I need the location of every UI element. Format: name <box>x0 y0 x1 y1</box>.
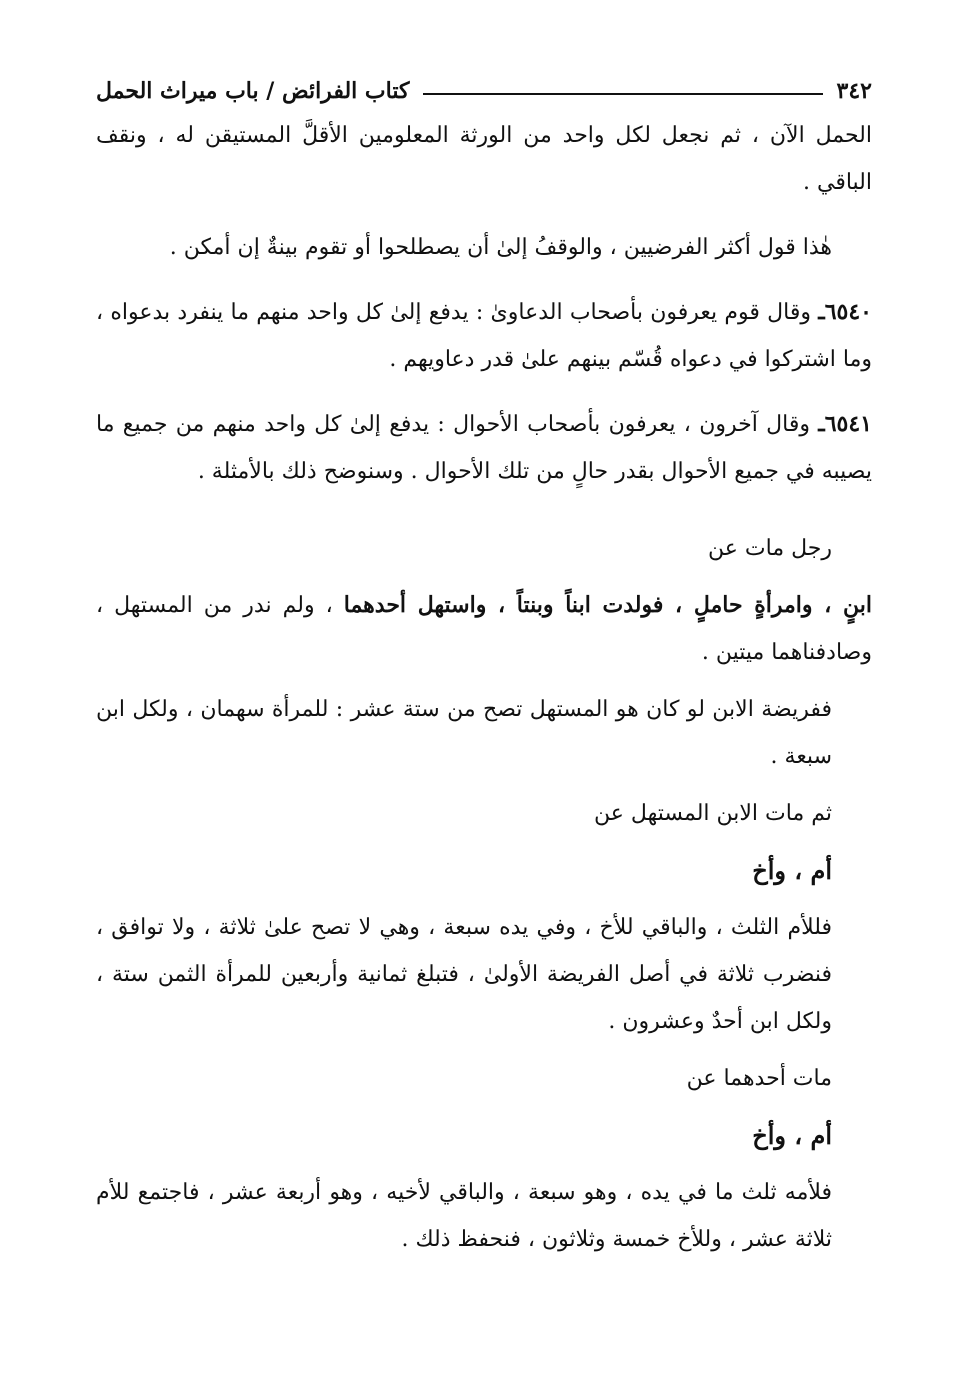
paragraph-5-bold: ابنٍ ، وامرأةٍ حاملٍ ، فولدت ابناً وبنتاً ، واستهل أحدهما <box>343 592 873 618</box>
paragraph-3 <box>96 289 872 383</box>
paragraph-4 <box>96 401 872 495</box>
paragraph-4-text: وقال آخرون ، يعرفون بأصحاب الأحوال : يدفع إلىٰ كل واحد منهم من جميع ما يصيبه في جميع الأحوال بقدر حالٍ من تلك الأحوال . وسنوضح ذلك بالأمثلة . <box>96 412 872 484</box>
paragraph-5 <box>96 582 872 676</box>
page-header <box>96 68 872 104</box>
paragraph-4-number: ٦٥٤١ـ <box>818 411 872 437</box>
heading-man-died: رجل مات عن <box>708 536 832 561</box>
heading-mother-brother-1: أم ، وأخ <box>752 856 832 885</box>
paragraph-7: فللأم الثلث ، والباقي للأخ ، وفي يده سبعة ، وهي لا تصح علىٰ ثلاثة ، ولا توافق ، فنضرب ثلاثة في أصل الفريضة الأولىٰ ، فتبلغ ثمانية وأربعين للمرأة الثمن ستة ، ولكل ابن أحدٌ وعشرون . <box>96 915 832 1034</box>
paragraph-3-number: ٦٥٤٠ـ <box>818 299 872 325</box>
page-number: ٣٤٢ <box>836 78 872 104</box>
heading-one-died: مات أحدهما عن <box>686 1066 832 1091</box>
paragraph-2: هٰذا قول أكثر الفرضيين ، والوقفُ إلىٰ أن يصطلحوا أو تقوم بينةٌ إن أمكن . <box>169 235 832 260</box>
header-rule <box>423 93 822 95</box>
heading-son-died: ثم مات الابن المستهل عن <box>594 801 832 826</box>
book-title: كتاب الفرائض / باب ميراث الحمل <box>96 78 410 104</box>
paragraph-3-text: وقال قوم يعرفون بأصحاب الدعاوىٰ : يدفع إلىٰ كل واحد منهم ما ينفرد بدعواه ، وما اشتركوا في دعواه قُسّم بينهم علىٰ قدر دعاويهم . <box>96 300 872 372</box>
paragraph-6: ففريضة الابن لو كان هو المستهل تصح من ستة عشر : للمرأة سهمان ، ولكل ابن سبعة . <box>96 697 832 769</box>
paragraph-1: الحمل الآن ، ثم نجعل لكل واحد من الورثة المعلومين الأقلَّ المستيقن له ، ونقف الباقي . <box>96 123 872 195</box>
paragraph-5-text: ، ولم ندر من المستهل ، وصادفناهما ميتين . <box>96 593 872 665</box>
heading-mother-brother-2: أم ، وأخ <box>752 1121 832 1150</box>
paragraph-8: فلأمه ثلث ما في يده ، وهو سبعة ، والباقي لأخيه ، وهو أربعة عشر ، فاجتمع للأم ثلاثة عشر ، وللأخ خمسة وثلاثون ، فنحفظ ذلك . <box>96 1180 832 1252</box>
